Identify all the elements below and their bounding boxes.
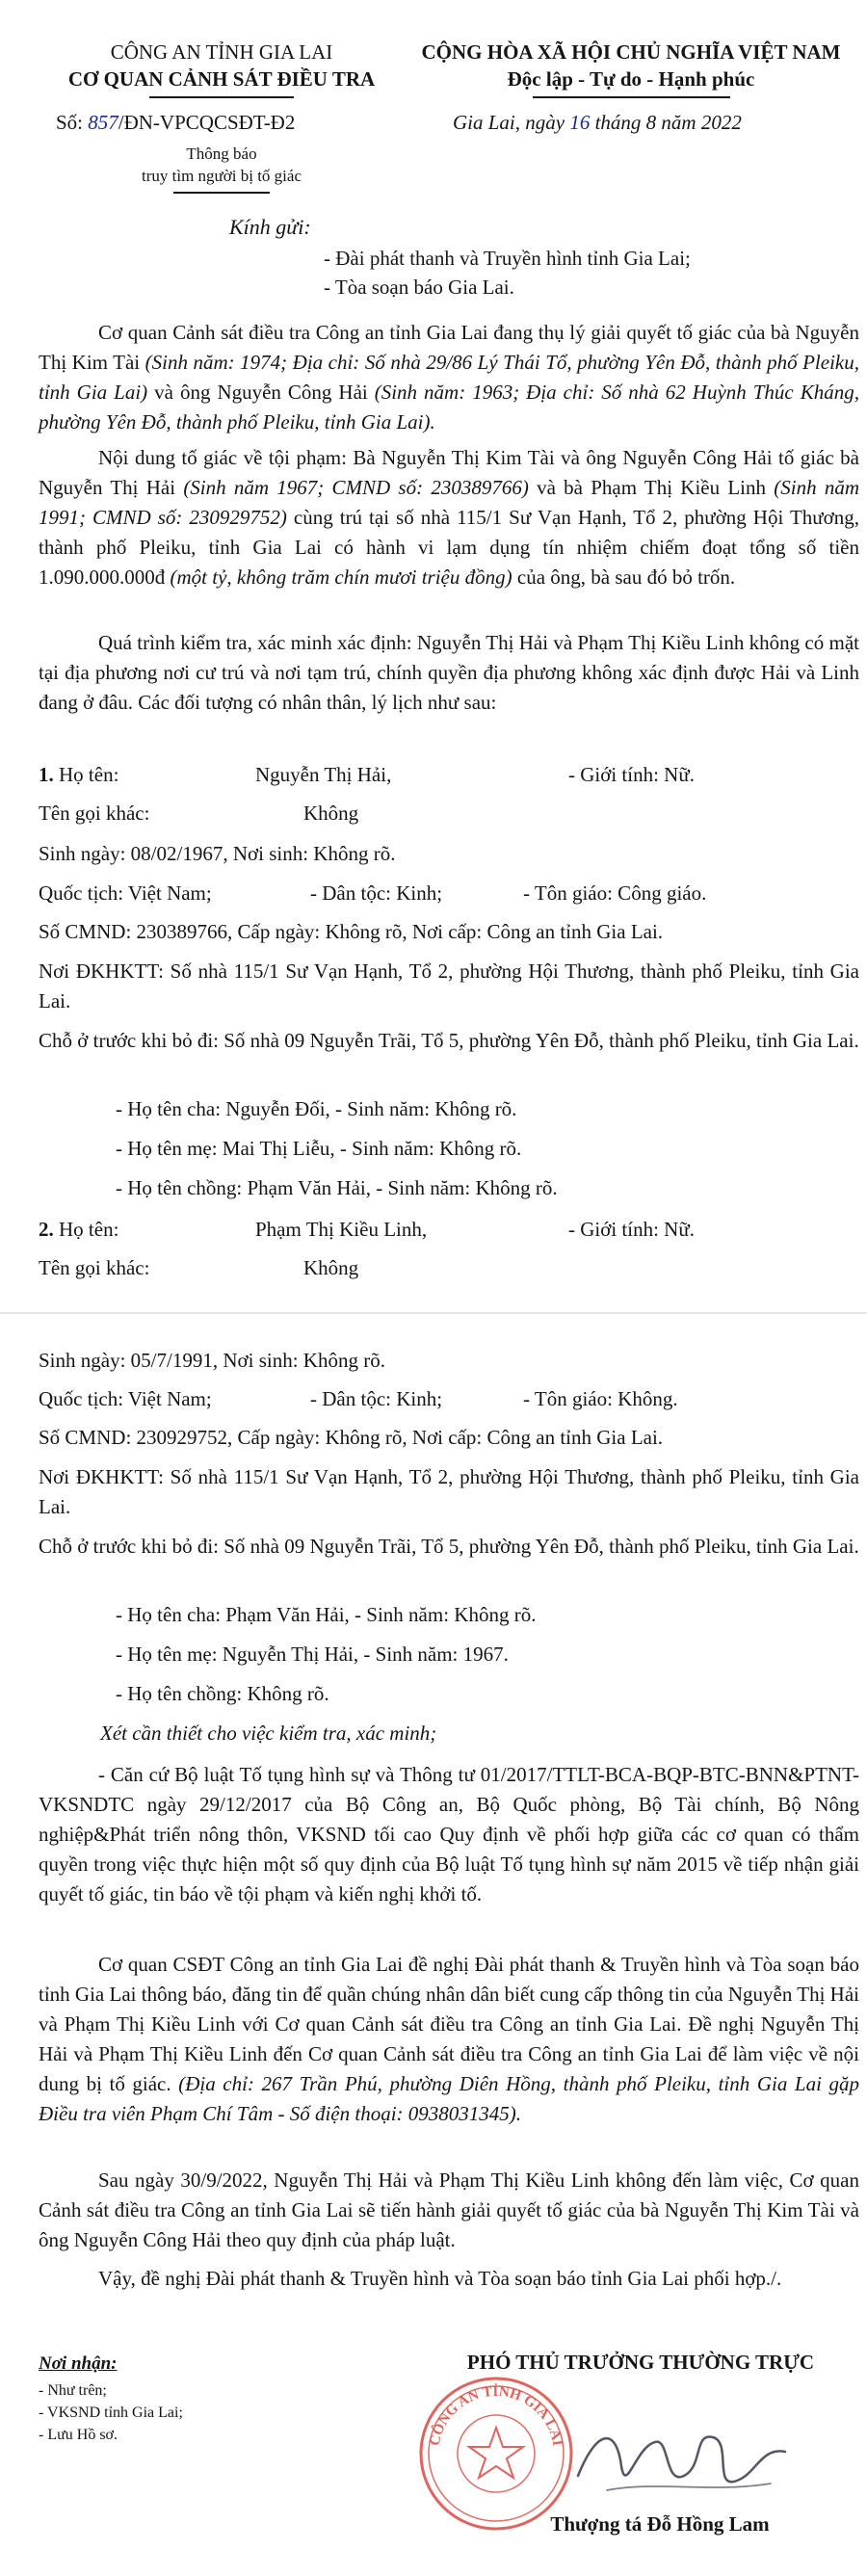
doc-subject-underline bbox=[173, 192, 270, 194]
legal-basis: - Căn cứ Bộ luật Tố tụng hình sự và Thông tư 01/2017/TTLT-BCA-BQP-BTC-BNN&PTNT-VKSNDTC ngày 29/12/2017 của Bộ Công an, Bộ Quốc phòng, Bộ Tài chính, Bộ Nông nghiệp&Phát triển nông thôn, VKSND tối cao Quy định về phối hợp giữa các cơ quan có thẩm quyền trong việc thực hiện một số quy định của Bộ luật Tố tụng hình sự năm 2015 về tiếp nhận giải quyết tố giác, tin báo về tội phạm và kiến nghị khởi tố. bbox=[39, 1763, 859, 1906]
p2-name-row bbox=[39, 1216, 118, 1243]
content-text-4: của ông, bà sau đó bỏ trốn. bbox=[512, 565, 736, 589]
doc-number-prefix: Số: bbox=[56, 111, 84, 134]
signature-icon bbox=[568, 2408, 809, 2514]
p1-residence: Nơi ĐKHKTT: Số nhà 115/1 Sư Vạn Hạnh, Tổ 2, phường Hội Thương, thành phố Pleiku, tỉnh Gia Lai. bbox=[39, 959, 859, 1012]
place-date bbox=[453, 109, 742, 136]
agency-top: CÔNG AN TỈNH GIA LAI bbox=[110, 40, 333, 64]
p1-father: - Họ tên cha: Nguyễn Đối, - Sinh năm: Không rõ. bbox=[116, 1097, 517, 1120]
p2-husband: - Họ tên chồng: Không rõ. bbox=[116, 1682, 329, 1705]
stamp-text: CÔNG AN TỈNH GIA LAI bbox=[427, 2383, 565, 2448]
p2-mother: - Họ tên mẹ: Nguyễn Thị Hải, - Sinh năm: 1967. bbox=[116, 1643, 509, 1666]
request-paragraph bbox=[39, 1950, 859, 2129]
greeting: Kính gửi: bbox=[229, 215, 311, 239]
p2-nationality: Quốc tịch: Việt Nam; bbox=[39, 1387, 212, 1410]
footer-recipients bbox=[39, 2379, 183, 2446]
footer-recipient-2: - VKSND tỉnh Gia Lai; bbox=[39, 2405, 183, 2421]
doc-code: /ĐN-VPCQCSĐT-Đ2 bbox=[118, 111, 296, 134]
motto: Độc lập - Tự do - Hạnh phúc bbox=[507, 67, 755, 91]
p2-religion: - Tôn giáo: Không. bbox=[523, 1387, 678, 1410]
p1-religion: - Tôn giáo: Công giáo. bbox=[523, 881, 707, 905]
p2-alias-label: Tên gọi khác: bbox=[39, 1256, 150, 1279]
intro-italic-1: (Sinh năm: 1974; Địa chỉ: Số nhà 29/86 Lý Thái Tổ, phường Yên Đỗ, thành phố Pleiku, tỉnh Gia Lai) bbox=[39, 351, 859, 404]
p1-birth: Sinh ngày: 08/02/1967, Nơi sinh: Không rõ. bbox=[39, 842, 396, 865]
p1-ethnicity: - Dân tộc: Kinh; bbox=[310, 881, 443, 905]
doc-serial-handwritten: 857 bbox=[88, 111, 118, 134]
p1-alias: Không bbox=[303, 802, 359, 825]
content-text-3: cùng trú tại số nhà 115/1 Sư Vạn Hạnh, Tổ 2, phường Hội Thương, thành phố Pleiku, tỉnh Gia Lai có hành vi lạm dụng tín nhiệm chiếm đoạt tổng số tiền 1.090.000.000đ bbox=[39, 506, 860, 589]
p2-id: Số CMND: 230929752, Cấp ngày: Không rõ, Nơi cấp: Công an tỉnh Gia Lai. bbox=[39, 1426, 664, 1449]
content-italic-2: (Sinh năm 1991; CMND số: 230929752) bbox=[39, 476, 859, 529]
consideration: Xét cần thiết cho việc kiểm tra, xác minh; bbox=[100, 1722, 437, 1745]
recipient-1: - Đài phát thanh và Truyền hình tỉnh Gia Lai; bbox=[324, 247, 691, 270]
deadline-paragraph: Sau ngày 30/9/2022, Nguyễn Thị Hải và Phạm Thị Kiều Linh không đến làm việc, Cơ quan Cảnh sát điều tra Công an tỉnh Gia Lai sẽ tiến hành giải quyết tố giác của bà Nguyễn Thị Kim Tài và ông Nguyễn Công Hải theo quy định của pháp luật. bbox=[39, 2169, 859, 2251]
agency-sub: CƠ QUAN CẢNH SÁT ĐIỀU TRA bbox=[67, 67, 376, 91]
p1-prior: Chỗ ở trước khi bỏ đi: Số nhà 09 Nguyễn Trãi, Tổ 5, phường Yên Đỗ, thành phố Pleiku, tỉnh Gia Lai. bbox=[39, 1029, 859, 1052]
p2-birth: Sinh ngày: 05/7/1991, Nơi sinh: Không rõ. bbox=[39, 1349, 385, 1372]
intro-italic-2: (Sinh năm: 1963; Địa chỉ: Số nhà 62 Huỳnh Thúc Kháng, phường Yên Đỗ, thành phố Pleiku, tỉnh Gia Lai). bbox=[39, 381, 859, 434]
p1-husband: - Họ tên chồng: Phạm Văn Hải, - Sinh năm: Không rõ. bbox=[116, 1176, 558, 1199]
intro-text-1: Cơ quan Cảnh sát điều tra Công an tỉnh Gia Lai đang thụ lý giải quyết tố giác của bà Nguyễn Thị Kim Tài bbox=[39, 321, 859, 374]
place-date-pre: Gia Lai, ngày bbox=[453, 111, 565, 134]
p2-num: 2. bbox=[39, 1218, 54, 1241]
recipients-label: Nơi nhận: bbox=[39, 2353, 118, 2374]
p1-nationality: Quốc tịch: Việt Nam; bbox=[39, 881, 212, 905]
agency-underline bbox=[149, 96, 294, 98]
p2-ethnicity: - Dân tộc: Kinh; bbox=[310, 1387, 443, 1410]
closing-paragraph: Vậy, đề nghị Đài phát thanh & Truyền hình và Tòa soạn báo tỉnh Gia Lai phối hợp./. bbox=[98, 2267, 782, 2290]
p1-name: Nguyễn Thị Hải, bbox=[255, 763, 392, 786]
motto-underline bbox=[533, 96, 730, 98]
p2-prior: Chỗ ở trước khi bỏ đi: Số nhà 09 Nguyễn Trãi, Tổ 5, phường Yên Đỗ, thành phố Pleiku, tỉnh Gia Lai. bbox=[39, 1535, 859, 1558]
intro-paragraph bbox=[39, 318, 859, 437]
p1-num: 1. bbox=[39, 763, 54, 786]
content-italic-1: (Sinh năm 1967; CMND số: 230389766) bbox=[183, 476, 529, 499]
content-text-2: và bà Phạm Thị Kiều Linh bbox=[528, 476, 775, 499]
p1-name-label: Họ tên: bbox=[59, 763, 119, 786]
signer-name: Thượng tá Đỗ Hồng Lam bbox=[550, 2512, 770, 2536]
footer-recipient-3: - Lưu Hồ sơ. bbox=[39, 2427, 118, 2443]
content-text-1: Nội dung tố giác về tội phạm: Bà Nguyễn Thị Kim Tài và ông Nguyễn Công Hải tố giác bà Nguyễn Thị Hải bbox=[39, 446, 859, 499]
content-italic-3: (một tỷ, không trăm chín mươi triệu đồng) bbox=[170, 565, 512, 589]
doc-number bbox=[56, 109, 295, 136]
agency-block bbox=[39, 39, 405, 92]
content-paragraph bbox=[39, 443, 859, 592]
republic-block bbox=[405, 39, 857, 92]
day-handwritten: 16 bbox=[569, 111, 591, 134]
signer-title: PHÓ THỦ TRƯỞNG THƯỜNG TRỰC bbox=[466, 2351, 815, 2374]
verification-paragraph: Quá trình kiểm tra, xác minh xác định: Nguyễn Thị Hải và Phạm Thị Kiều Linh không có mặt tại địa phương nơi cư trú và nơi tạm trú, chính quyền địa phương không xác định được Hải và Linh đang ở đâu. Các đối tượng có nhân thân, lý lịch như sau: bbox=[39, 631, 859, 714]
p2-alias: Không bbox=[303, 1256, 359, 1279]
footer-recipient-1: - Như trên; bbox=[39, 2382, 107, 2399]
place-date-post: tháng 8 năm 2022 bbox=[594, 111, 742, 134]
intro-text-2: và ông Nguyễn Công Hải bbox=[147, 381, 375, 404]
p2-residence: Nơi ĐKHKTT: Số nhà 115/1 Sư Vạn Hạnh, Tổ 2, phường Hội Thương, thành phố Pleiku, tỉnh Gia Lai. bbox=[39, 1465, 859, 1518]
doc-type-block bbox=[39, 143, 405, 187]
p2-name: Phạm Thị Kiều Linh, bbox=[255, 1218, 428, 1241]
p1-alias-label: Tên gọi khác: bbox=[39, 802, 150, 825]
request-text: Cơ quan CSĐT Công an tỉnh Gia Lai đề nghị Đài phát thanh & Truyền hình và Tòa soạn báo tỉnh Gia Lai thông báo, đăng tin để quần chúng nhân dân biết cung cấp thông tin của Nguyễn Thị Hải và Phạm Thị Kiều Linh với Cơ quan Cảnh sát điều tra Công an tỉnh Gia Lai. Đề nghị Nguyễn Thị Hải và Phạm Thị Kiều Linh đến Cơ quan Cảnh sát điều tra Công an tỉnh Gia Lai để làm việc về nội dung bị tố giác. bbox=[39, 1953, 859, 2095]
p1-name-row bbox=[39, 761, 118, 788]
p1-id: Số CMND: 230389766, Cấp ngày: Không rõ, Nơi cấp: Công an tỉnh Gia Lai. bbox=[39, 920, 664, 943]
doc-subject: truy tìm người bị tố giác bbox=[142, 167, 302, 185]
p1-mother: - Họ tên mẹ: Mai Thị Liễu, - Sinh năm: Không rõ. bbox=[116, 1137, 522, 1160]
republic-title: CỘNG HÒA XÃ HỘI CHỦ NGHĨA VIỆT NAM bbox=[421, 40, 841, 64]
p2-gender: - Giới tính: Nữ. bbox=[568, 1218, 695, 1241]
doc-type: Thông báo bbox=[186, 145, 257, 163]
p2-father: - Họ tên cha: Phạm Văn Hải, - Sinh năm: Không rõ. bbox=[116, 1603, 537, 1626]
request-contact: (Địa chỉ: 267 Trần Phú, phường Diên Hồng, thành phố Pleiku, tỉnh Gia Lai gặp Điều tra viên Phạm Chí Tâm - Số điện thoại: 0938031345). bbox=[39, 2072, 859, 2125]
p2-name-label: Họ tên: bbox=[59, 1218, 119, 1241]
p1-gender: - Giới tính: Nữ. bbox=[568, 763, 695, 786]
scan-page-break bbox=[0, 1312, 867, 1314]
recipient-2: - Tòa soạn báo Gia Lai. bbox=[324, 276, 514, 299]
